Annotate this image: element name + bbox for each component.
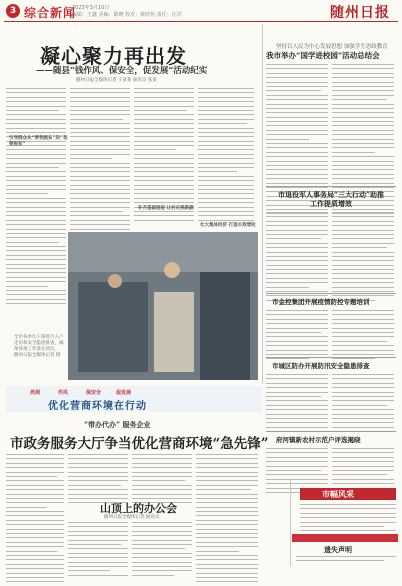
story-3-column-2 bbox=[332, 310, 394, 363]
editor-line: 编辑：王鑫 美编：陈晓 校对：蔡欣怡 责任：汪洋 bbox=[72, 12, 182, 18]
top-right-kicker: 坚持以人民为中心发展思想 加强学生思政教育 bbox=[276, 44, 388, 50]
rule-2 bbox=[266, 186, 396, 187]
story-4-column-1 bbox=[266, 374, 328, 435]
story-5-headline: 府河镇新农村示范户评选揭晓 bbox=[276, 436, 361, 444]
ad-text bbox=[296, 556, 396, 565]
ad-title: 遗失声明 bbox=[324, 545, 352, 554]
lead-subhead-3: 壮大集体经济 打造长效增收 bbox=[200, 223, 256, 228]
story-4-column-2 bbox=[332, 374, 394, 435]
lead-column-2 bbox=[70, 88, 130, 233]
lead-subhead-1: 引导群众从“要我脱贫”到“我要脱贫” bbox=[9, 136, 68, 147]
lead-photo-caption: 全市各单位干部进行入户走访和安全隐患排查，确保各项工作落实到位。 随州日报全媒体记者 摄 bbox=[14, 335, 64, 358]
story-3-headline: 市金控集团开展疫情防控专题培训 bbox=[272, 298, 370, 306]
story-2-column-1 bbox=[266, 212, 328, 304]
second-column-2 bbox=[132, 522, 192, 579]
header-rule bbox=[4, 21, 398, 22]
story-2-title: 市退役军人事务局“三大行动”助推工作提质增效 bbox=[277, 190, 385, 208]
feature-column-3 bbox=[132, 454, 192, 507]
second-column-1 bbox=[68, 522, 128, 579]
feature-headline: 市政务服务大厅争当优化营商环境“急先锋” bbox=[10, 436, 269, 452]
story-3-column-1 bbox=[266, 310, 328, 363]
lead-headline: 凝心聚力再出发 bbox=[40, 44, 187, 68]
top-right-headline: 我市举办“国学进校园”活动总结会 bbox=[266, 51, 380, 60]
rule-4 bbox=[266, 357, 396, 358]
date-line: 2023年3月10日 bbox=[72, 5, 110, 11]
lead-column-4 bbox=[198, 88, 254, 224]
rule-5 bbox=[266, 431, 396, 432]
sidebar-column-title: 市幅风采 bbox=[322, 489, 354, 499]
lead-column-3 bbox=[134, 88, 194, 224]
banner-title: 优化营商环境在行动 bbox=[48, 401, 147, 412]
column-divider bbox=[262, 24, 263, 384]
newspaper-logo: 随州日报 bbox=[330, 5, 390, 21]
feature-column-2 bbox=[68, 454, 128, 507]
story-2-column-2 bbox=[332, 212, 394, 304]
banner-badge-1: 亮剑 bbox=[30, 390, 41, 396]
banner-badge-4: 促发展 bbox=[116, 390, 132, 396]
banner-badge-2: 作风 bbox=[58, 390, 69, 396]
lead-column-1 bbox=[6, 88, 66, 308]
feature-column-4 bbox=[196, 454, 258, 586]
sidebar-divider bbox=[290, 480, 291, 566]
banner-badge-3: 保安全 bbox=[86, 390, 102, 396]
section-title: 综合新闻 bbox=[24, 6, 77, 20]
second-headline: 山顶上的办公会 bbox=[100, 502, 177, 515]
story-4-headline: 市城区防办开展防汛安全隐患排查 bbox=[272, 362, 370, 370]
ad-strip bbox=[292, 534, 398, 542]
feature-column-1 bbox=[6, 454, 64, 586]
rule-3 bbox=[266, 293, 396, 294]
page-number: 3 bbox=[6, 4, 20, 18]
lead-subhead: ——随县“钱作风、保安全，促发展”活动纪实 bbox=[36, 66, 208, 76]
lead-photo bbox=[68, 232, 258, 380]
feature-kicker: “带办代办” 服务企业 bbox=[84, 420, 151, 429]
lead-byline: 随州日报全媒体记者 王某某 通讯员 张某 bbox=[76, 78, 157, 83]
lead-subhead-2: 补齐基础短板 让村庄换新颜 bbox=[138, 206, 194, 211]
banner bbox=[6, 386, 262, 412]
story-2-headline bbox=[276, 190, 386, 208]
second-byline: 随州日报全媒体记者 通讯员 bbox=[104, 515, 160, 520]
